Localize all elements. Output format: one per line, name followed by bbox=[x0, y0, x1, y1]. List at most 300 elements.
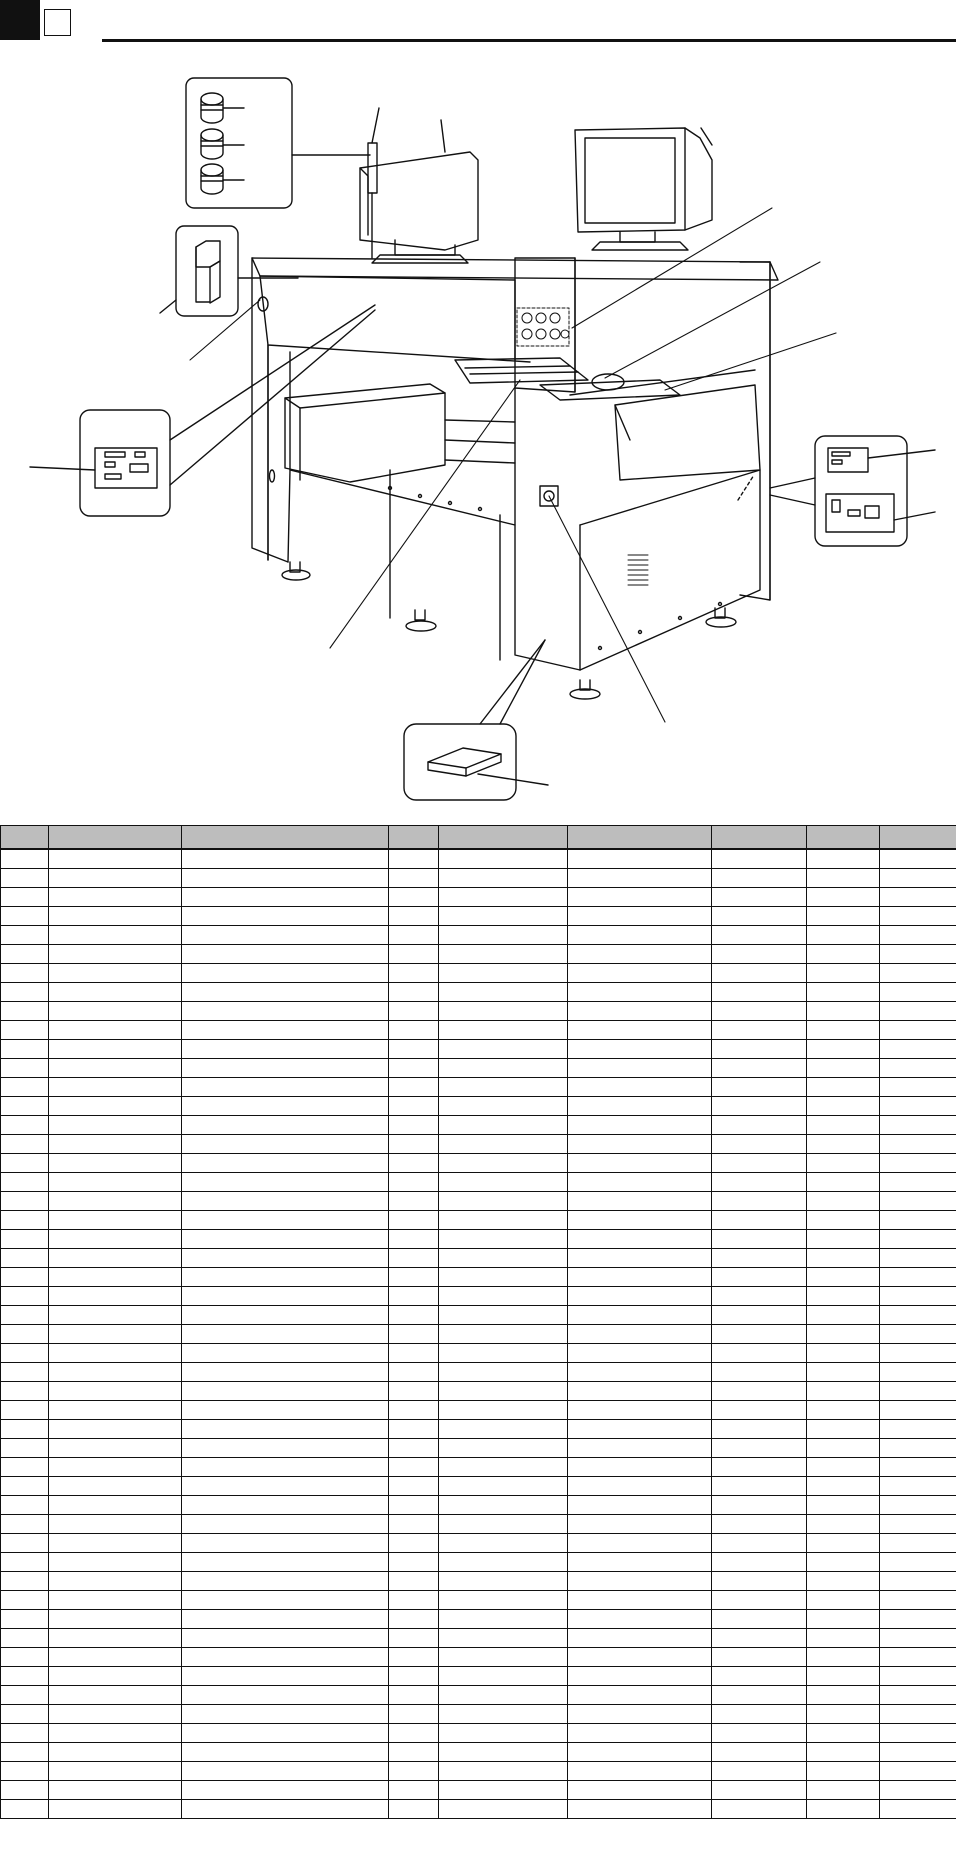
table-cell bbox=[182, 1705, 389, 1724]
table-cell bbox=[1, 964, 49, 983]
table-row bbox=[1, 1477, 956, 1496]
table-cell bbox=[712, 1192, 807, 1211]
table-cell bbox=[49, 1553, 182, 1572]
table-cell bbox=[49, 1249, 182, 1268]
table-cell bbox=[389, 1629, 439, 1648]
table-cell bbox=[389, 1059, 439, 1078]
table-cell bbox=[1, 869, 49, 888]
table-cell bbox=[49, 1116, 182, 1135]
table-cell bbox=[182, 1553, 389, 1572]
table-cell bbox=[568, 1610, 712, 1629]
table-cell bbox=[1, 1154, 49, 1173]
table-cell bbox=[1, 1249, 49, 1268]
table-cell bbox=[712, 1591, 807, 1610]
table-cell bbox=[880, 888, 956, 907]
table-cell bbox=[182, 849, 389, 869]
table-cell bbox=[880, 1059, 956, 1078]
table-cell bbox=[182, 964, 389, 983]
machine-body bbox=[252, 258, 778, 699]
table-cell bbox=[1, 1705, 49, 1724]
table-cell bbox=[439, 1800, 568, 1819]
table-row bbox=[1, 1287, 956, 1306]
table-cell bbox=[1, 1325, 49, 1344]
table-cell bbox=[712, 945, 807, 964]
table-cell bbox=[712, 1097, 807, 1116]
table-cell bbox=[1, 1534, 49, 1553]
col-header bbox=[880, 826, 956, 850]
table-cell bbox=[182, 1097, 389, 1116]
table-cell bbox=[712, 1458, 807, 1477]
table-cell bbox=[389, 1173, 439, 1192]
table-cell bbox=[49, 1306, 182, 1325]
table-cell bbox=[712, 1648, 807, 1667]
table-cell bbox=[807, 1059, 880, 1078]
table-cell bbox=[712, 1477, 807, 1496]
table-cell bbox=[49, 1135, 182, 1154]
table-cell bbox=[568, 1534, 712, 1553]
table-cell bbox=[49, 1268, 182, 1287]
table-cell bbox=[712, 1401, 807, 1420]
table-cell bbox=[1, 1439, 49, 1458]
table-cell bbox=[182, 1363, 389, 1382]
table-cell bbox=[568, 1667, 712, 1686]
table-cell bbox=[880, 849, 956, 869]
table-cell bbox=[712, 1705, 807, 1724]
table-cell bbox=[389, 1762, 439, 1781]
table-cell bbox=[1, 1268, 49, 1287]
table-cell bbox=[880, 1496, 956, 1515]
col-header bbox=[182, 826, 389, 850]
table-cell bbox=[49, 1363, 182, 1382]
table-cell bbox=[1, 1496, 49, 1515]
table-cell bbox=[712, 888, 807, 907]
table-row bbox=[1, 983, 956, 1002]
table-cell bbox=[182, 1344, 389, 1363]
table-row bbox=[1, 1211, 956, 1230]
table-cell bbox=[807, 1534, 880, 1553]
table-row bbox=[1, 1097, 956, 1116]
table-cell bbox=[389, 869, 439, 888]
table-cell bbox=[807, 1705, 880, 1724]
table-cell bbox=[182, 1154, 389, 1173]
table-cell bbox=[880, 945, 956, 964]
table-cell bbox=[807, 1382, 880, 1401]
table-cell bbox=[807, 1800, 880, 1819]
table-cell bbox=[439, 1306, 568, 1325]
table-cell bbox=[712, 1021, 807, 1040]
table-cell bbox=[807, 1021, 880, 1040]
table-cell bbox=[880, 1610, 956, 1629]
table-cell bbox=[880, 983, 956, 1002]
table-cell bbox=[568, 1515, 712, 1534]
table-cell bbox=[49, 1781, 182, 1800]
table-cell bbox=[389, 1686, 439, 1705]
table-cell bbox=[807, 1249, 880, 1268]
table-cell bbox=[439, 1420, 568, 1439]
table-cell bbox=[49, 1686, 182, 1705]
table-cell bbox=[807, 1648, 880, 1667]
table-cell bbox=[389, 1401, 439, 1420]
table-cell bbox=[439, 1002, 568, 1021]
table-cell bbox=[712, 1268, 807, 1287]
table-cell bbox=[1, 888, 49, 907]
table-cell bbox=[568, 1648, 712, 1667]
table-cell bbox=[1, 1648, 49, 1667]
table-cell bbox=[1, 1135, 49, 1154]
table-cell bbox=[389, 945, 439, 964]
table-cell bbox=[439, 1040, 568, 1059]
table-cell bbox=[439, 1572, 568, 1591]
table-cell bbox=[439, 1458, 568, 1477]
table-cell bbox=[880, 1477, 956, 1496]
table-cell bbox=[1, 1610, 49, 1629]
table-row bbox=[1, 1800, 956, 1819]
table-cell bbox=[807, 1344, 880, 1363]
table-cell bbox=[389, 1572, 439, 1591]
table-cell bbox=[712, 1154, 807, 1173]
table-cell bbox=[439, 1686, 568, 1705]
table-cell bbox=[568, 1040, 712, 1059]
table-cell bbox=[439, 1591, 568, 1610]
table-cell bbox=[807, 1629, 880, 1648]
table-cell bbox=[439, 926, 568, 945]
table-cell bbox=[807, 1401, 880, 1420]
table-cell bbox=[439, 1477, 568, 1496]
table-cell bbox=[389, 1002, 439, 1021]
table-cell bbox=[182, 1325, 389, 1344]
table-cell bbox=[439, 1724, 568, 1743]
table-cell bbox=[389, 1743, 439, 1762]
table-row bbox=[1, 1667, 956, 1686]
table-cell bbox=[568, 1705, 712, 1724]
table-cell bbox=[1, 1667, 49, 1686]
table-cell bbox=[1, 1363, 49, 1382]
table-cell bbox=[880, 926, 956, 945]
table-cell bbox=[568, 1249, 712, 1268]
table-row bbox=[1, 1496, 956, 1515]
table-cell bbox=[1, 945, 49, 964]
table-row bbox=[1, 1363, 956, 1382]
table-cell bbox=[49, 907, 182, 926]
table-cell bbox=[182, 1458, 389, 1477]
table-cell bbox=[49, 1743, 182, 1762]
table-cell bbox=[712, 1534, 807, 1553]
table-cell bbox=[439, 1021, 568, 1040]
table-cell bbox=[807, 1762, 880, 1781]
table-cell bbox=[389, 1648, 439, 1667]
table-cell bbox=[880, 1363, 956, 1382]
table-cell bbox=[182, 1648, 389, 1667]
right-monitor bbox=[575, 128, 712, 250]
table-cell bbox=[439, 849, 568, 869]
table-cell bbox=[439, 1743, 568, 1762]
table-cell bbox=[568, 926, 712, 945]
table-cell bbox=[182, 1230, 389, 1249]
table-row bbox=[1, 1040, 956, 1059]
table-cell bbox=[1, 1173, 49, 1192]
col-header bbox=[568, 826, 712, 850]
table-cell bbox=[807, 1116, 880, 1135]
table-row bbox=[1, 1458, 956, 1477]
table-cell bbox=[712, 1610, 807, 1629]
table-cell bbox=[389, 1097, 439, 1116]
table-cell bbox=[439, 1192, 568, 1211]
table-cell bbox=[568, 1762, 712, 1781]
table-cell bbox=[568, 849, 712, 869]
table-cell bbox=[880, 1344, 956, 1363]
table-cell bbox=[712, 1667, 807, 1686]
table-row bbox=[1, 1420, 956, 1439]
col-header bbox=[49, 826, 182, 850]
table-cell bbox=[1, 1306, 49, 1325]
table-cell bbox=[712, 1059, 807, 1078]
table-cell bbox=[712, 849, 807, 869]
table-row bbox=[1, 1610, 956, 1629]
table-cell bbox=[439, 1401, 568, 1420]
col-header bbox=[389, 826, 439, 850]
table-cell bbox=[568, 1116, 712, 1135]
table-cell bbox=[182, 1743, 389, 1762]
table-cell bbox=[712, 1629, 807, 1648]
col-header bbox=[807, 826, 880, 850]
table-cell bbox=[712, 1002, 807, 1021]
table-row bbox=[1, 1249, 956, 1268]
table-row bbox=[1, 1648, 956, 1667]
disk-drive-inset bbox=[404, 640, 548, 800]
table-cell bbox=[389, 1078, 439, 1097]
table-cell bbox=[439, 1363, 568, 1382]
table-cell bbox=[568, 1306, 712, 1325]
table-cell bbox=[49, 1040, 182, 1059]
table-cell bbox=[880, 1097, 956, 1116]
table-cell bbox=[49, 945, 182, 964]
table-cell bbox=[389, 1344, 439, 1363]
signal-lamp-inset bbox=[186, 78, 370, 208]
table-cell bbox=[568, 1800, 712, 1819]
table-cell bbox=[389, 1458, 439, 1477]
table-cell bbox=[880, 1629, 956, 1648]
table-cell bbox=[880, 1420, 956, 1439]
table-cell bbox=[49, 1173, 182, 1192]
table-cell bbox=[389, 1116, 439, 1135]
table-cell bbox=[807, 1211, 880, 1230]
table-cell bbox=[880, 1192, 956, 1211]
table-cell bbox=[182, 1724, 389, 1743]
table-cell bbox=[880, 1515, 956, 1534]
table-cell bbox=[712, 1553, 807, 1572]
table-cell bbox=[49, 1439, 182, 1458]
table-row bbox=[1, 1268, 956, 1287]
table-cell bbox=[568, 1021, 712, 1040]
table-cell bbox=[182, 1477, 389, 1496]
button-panel bbox=[517, 308, 569, 346]
table-cell bbox=[880, 1249, 956, 1268]
table-cell bbox=[568, 1192, 712, 1211]
table-cell bbox=[439, 983, 568, 1002]
table-cell bbox=[49, 869, 182, 888]
table-cell bbox=[49, 1211, 182, 1230]
table-cell bbox=[807, 1686, 880, 1705]
table-cell bbox=[1, 1477, 49, 1496]
table-cell bbox=[439, 888, 568, 907]
table-cell bbox=[807, 1458, 880, 1477]
table-cell bbox=[712, 1420, 807, 1439]
table-cell bbox=[182, 1211, 389, 1230]
table-row bbox=[1, 1135, 956, 1154]
table-cell bbox=[49, 926, 182, 945]
table-cell bbox=[49, 1287, 182, 1306]
table-cell bbox=[807, 1477, 880, 1496]
table-cell bbox=[49, 1705, 182, 1724]
table-row bbox=[1, 1002, 956, 1021]
table-cell bbox=[568, 1629, 712, 1648]
table-cell bbox=[49, 1667, 182, 1686]
table-cell bbox=[182, 1572, 389, 1591]
table-cell bbox=[880, 1724, 956, 1743]
table-cell bbox=[389, 1439, 439, 1458]
table-cell bbox=[439, 1078, 568, 1097]
table-cell bbox=[439, 1287, 568, 1306]
table-cell bbox=[389, 1249, 439, 1268]
table-cell bbox=[880, 869, 956, 888]
parts-table bbox=[0, 825, 956, 1819]
table-cell bbox=[712, 1781, 807, 1800]
table-row bbox=[1, 888, 956, 907]
table-cell bbox=[49, 964, 182, 983]
table-cell bbox=[1, 1420, 49, 1439]
right-panel-inset bbox=[738, 436, 935, 546]
table-cell bbox=[389, 1781, 439, 1800]
table-cell bbox=[389, 1040, 439, 1059]
table-cell bbox=[439, 1496, 568, 1515]
table-cell bbox=[568, 1363, 712, 1382]
table-cell bbox=[389, 1363, 439, 1382]
table-cell bbox=[712, 1173, 807, 1192]
table-cell bbox=[568, 1781, 712, 1800]
table-cell bbox=[49, 1382, 182, 1401]
table-cell bbox=[880, 1401, 956, 1420]
table-cell bbox=[807, 964, 880, 983]
table-cell bbox=[439, 1211, 568, 1230]
section-marker bbox=[0, 0, 40, 40]
table-cell bbox=[389, 1325, 439, 1344]
table-cell bbox=[439, 1534, 568, 1553]
table-cell bbox=[712, 983, 807, 1002]
table-cell bbox=[439, 907, 568, 926]
table-cell bbox=[49, 1401, 182, 1420]
table-cell bbox=[807, 1287, 880, 1306]
table-cell bbox=[182, 1078, 389, 1097]
table-cell bbox=[49, 1724, 182, 1743]
lamp-icon bbox=[201, 93, 244, 123]
table-cell bbox=[49, 1230, 182, 1249]
machine-illustration bbox=[0, 48, 956, 808]
table-cell bbox=[568, 1135, 712, 1154]
col-header bbox=[439, 826, 568, 850]
table-cell bbox=[439, 1515, 568, 1534]
table-cell bbox=[182, 1401, 389, 1420]
table-cell bbox=[182, 983, 389, 1002]
table-cell bbox=[712, 1496, 807, 1515]
table-cell bbox=[1, 1743, 49, 1762]
table-cell bbox=[1, 1515, 49, 1534]
table-cell bbox=[49, 1496, 182, 1515]
table-cell bbox=[807, 1173, 880, 1192]
table-cell bbox=[807, 1515, 880, 1534]
table-cell bbox=[568, 1230, 712, 1249]
table-cell bbox=[1, 1382, 49, 1401]
switch-inset bbox=[160, 226, 298, 316]
lamp-icon bbox=[201, 164, 244, 194]
table-cell bbox=[49, 1021, 182, 1040]
table-cell bbox=[712, 1686, 807, 1705]
table-cell bbox=[880, 1002, 956, 1021]
table-header-row bbox=[1, 826, 956, 850]
leader-lines bbox=[190, 208, 836, 722]
table-cell bbox=[49, 1515, 182, 1534]
table-cell bbox=[1, 983, 49, 1002]
table-row bbox=[1, 1781, 956, 1800]
table-row bbox=[1, 1382, 956, 1401]
table-cell bbox=[389, 907, 439, 926]
table-cell bbox=[389, 964, 439, 983]
table-cell bbox=[182, 1116, 389, 1135]
table-cell bbox=[568, 1059, 712, 1078]
left-panel-inset bbox=[30, 305, 375, 516]
table-row bbox=[1, 1705, 956, 1724]
table-cell bbox=[389, 926, 439, 945]
left-monitor bbox=[360, 108, 478, 263]
table-cell bbox=[712, 1325, 807, 1344]
table-cell bbox=[182, 888, 389, 907]
table-row bbox=[1, 907, 956, 926]
table-cell bbox=[1, 1192, 49, 1211]
table-cell bbox=[1, 1800, 49, 1819]
table-cell bbox=[439, 1648, 568, 1667]
table-row bbox=[1, 1724, 956, 1743]
table-row bbox=[1, 1192, 956, 1211]
table-cell bbox=[807, 1610, 880, 1629]
table-cell bbox=[439, 1382, 568, 1401]
table-cell bbox=[712, 1078, 807, 1097]
table-row bbox=[1, 1515, 956, 1534]
table-cell bbox=[712, 869, 807, 888]
table-cell bbox=[568, 1496, 712, 1515]
table-cell bbox=[712, 1230, 807, 1249]
table-cell bbox=[389, 1515, 439, 1534]
table-cell bbox=[568, 964, 712, 983]
table-cell bbox=[182, 1762, 389, 1781]
table-cell bbox=[389, 1800, 439, 1819]
col-header bbox=[1, 826, 49, 850]
table-cell bbox=[568, 1439, 712, 1458]
table-row bbox=[1, 926, 956, 945]
vent-grill bbox=[628, 555, 648, 585]
table-cell bbox=[389, 1154, 439, 1173]
table-cell bbox=[807, 1591, 880, 1610]
table-row bbox=[1, 1762, 956, 1781]
table-cell bbox=[49, 1325, 182, 1344]
table-cell bbox=[182, 1496, 389, 1515]
table-cell bbox=[389, 1021, 439, 1040]
table-cell bbox=[49, 888, 182, 907]
table-cell bbox=[568, 1724, 712, 1743]
table-cell bbox=[880, 1135, 956, 1154]
table-cell bbox=[389, 1306, 439, 1325]
table-cell bbox=[1, 1097, 49, 1116]
table-cell bbox=[880, 1705, 956, 1724]
table-row bbox=[1, 1154, 956, 1173]
